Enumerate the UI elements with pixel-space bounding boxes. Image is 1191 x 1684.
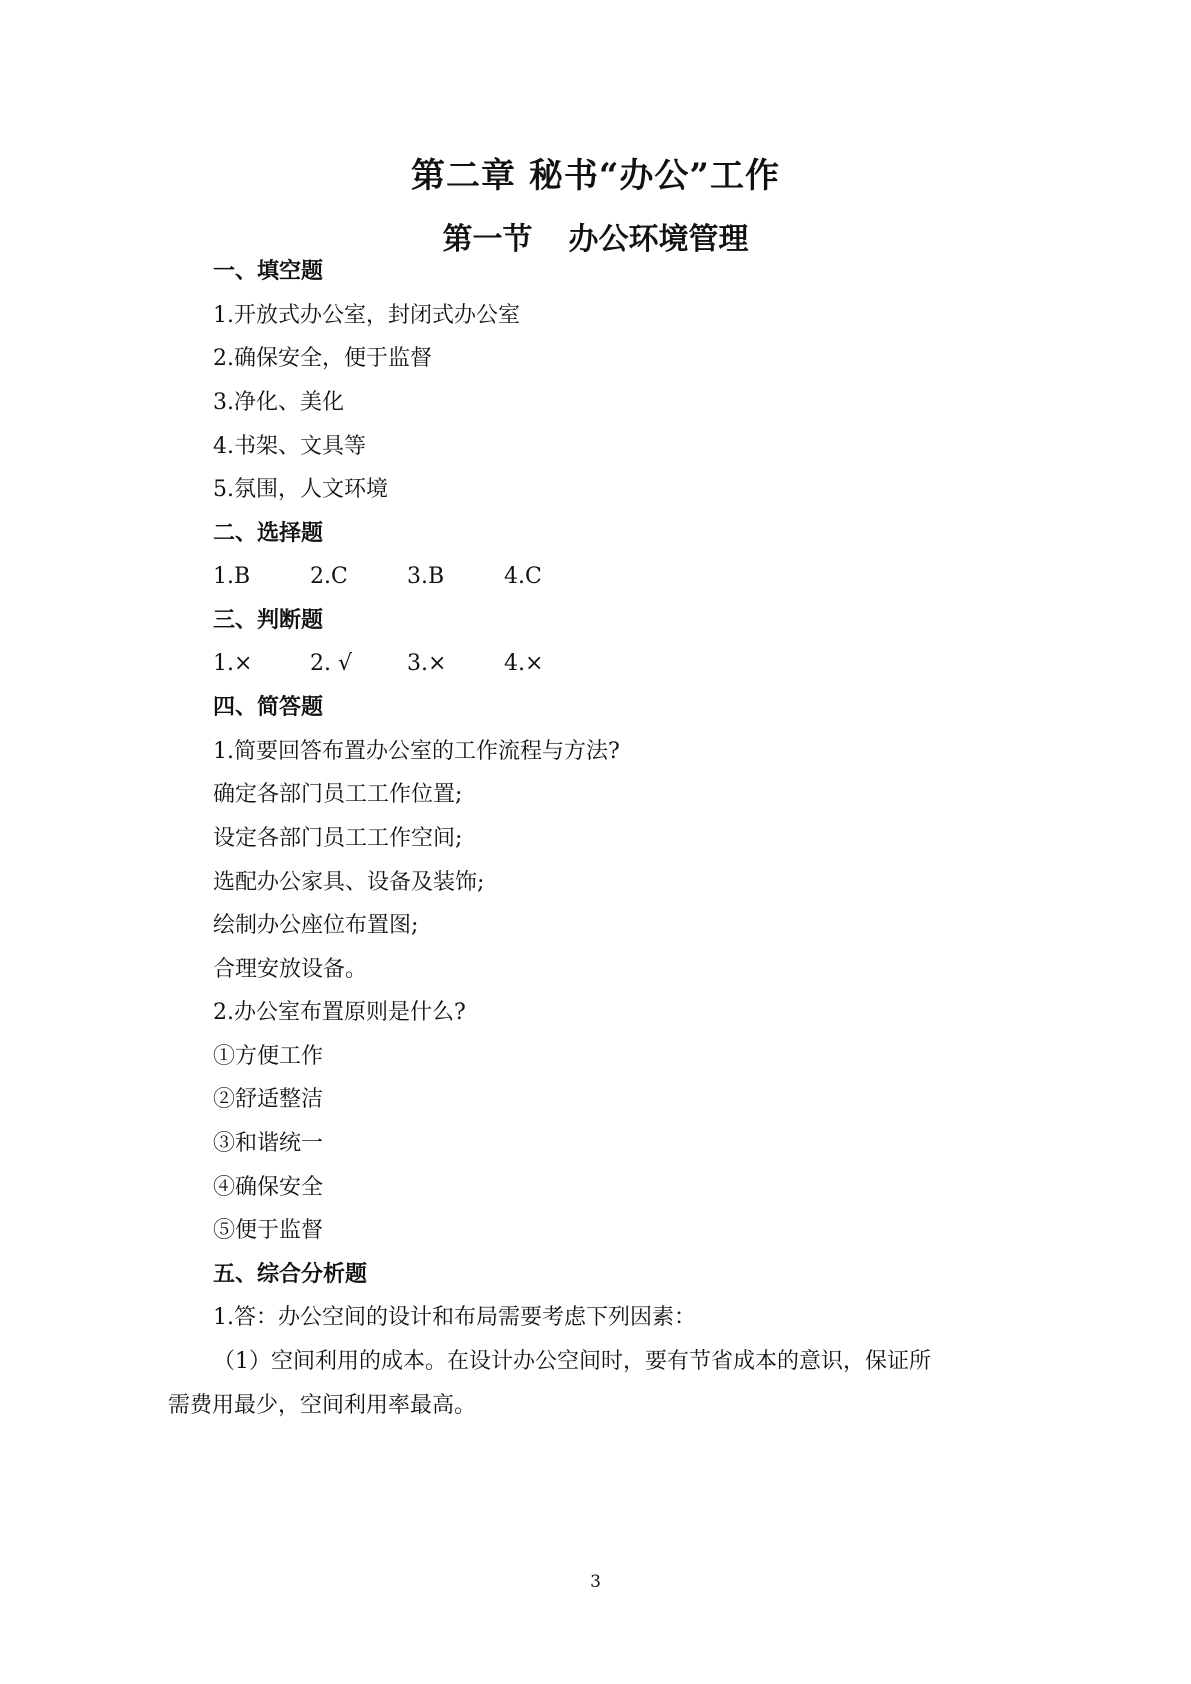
fill-blank-item: 2.确保安全，便于监督 bbox=[213, 346, 432, 371]
choice-answer: 3.B bbox=[407, 564, 445, 589]
short-answer-item: ④确保安全 bbox=[213, 1175, 324, 1200]
choice-answers bbox=[213, 562, 542, 592]
section-title bbox=[0, 214, 1191, 258]
choice-answer: 1.B bbox=[213, 564, 251, 589]
short-answer-question: 2.办公室布置原则是什么? bbox=[213, 1000, 466, 1025]
short-answer-item: ③和谐统一 bbox=[213, 1131, 324, 1156]
analysis-paragraph-line: （1）空间利用的成本。在设计办公空间时，要有节省成本的意识，保证所 bbox=[213, 1349, 931, 1374]
short-answer-item: 合理安放设备。 bbox=[213, 957, 368, 982]
short-answer-item: 选配办公家具、设备及装饰; bbox=[213, 870, 485, 895]
short-answer-item: ⑤便于监督 bbox=[213, 1218, 324, 1243]
short-answer-item: ②舒适整洁 bbox=[213, 1087, 324, 1112]
short-answer-question: 1.简要回答布置办公室的工作流程与方法? bbox=[213, 739, 620, 764]
choice-answer: 2.C bbox=[310, 564, 348, 589]
short-answer-item: ①方便工作 bbox=[213, 1044, 324, 1069]
analysis-paragraph-line: 需费用最少，空间利用率最高。 bbox=[168, 1393, 477, 1418]
judgment-answer: 4.× bbox=[504, 651, 544, 676]
page-number: 3 bbox=[590, 1572, 601, 1592]
judgment-answer: 3.× bbox=[407, 651, 447, 676]
section-title-text: 办公环境管理 bbox=[568, 222, 749, 257]
short-answer-item: 设定各部门员工工作空间; bbox=[213, 826, 463, 851]
chapter-title: 第二章 秘书“办公”工作 bbox=[411, 156, 780, 196]
choice-heading: 二、选择题 bbox=[213, 521, 324, 546]
judgment-answer: 1.× bbox=[213, 651, 253, 676]
judgment-answer: 2. √ bbox=[310, 651, 353, 676]
choice-answer: 4.C bbox=[504, 564, 542, 589]
short-answer-item: 绘制办公座位布置图; bbox=[213, 913, 419, 938]
fill-blank-item: 1.开放式办公室，封闭式办公室 bbox=[213, 303, 520, 328]
section-title-number: 第一节 bbox=[442, 222, 533, 257]
fill-blank-item: 4.书架、文具等 bbox=[213, 434, 366, 459]
fill-blank-item: 5.氛围，人文环境 bbox=[213, 477, 388, 502]
judgment-heading: 三、判断题 bbox=[213, 608, 324, 633]
analysis-intro: 1.答：办公空间的设计和布局需要考虑下列因素： bbox=[213, 1305, 696, 1330]
short-answer-heading: 四、简答题 bbox=[213, 695, 324, 720]
short-answer-item: 确定各部门员工工作位置; bbox=[213, 782, 463, 807]
fill-blank-heading: 一、填空题 bbox=[213, 259, 324, 284]
judgment-answers bbox=[213, 649, 543, 679]
fill-blank-item: 3.净化、美化 bbox=[213, 390, 344, 415]
analysis-heading: 五、综合分析题 bbox=[213, 1262, 368, 1287]
